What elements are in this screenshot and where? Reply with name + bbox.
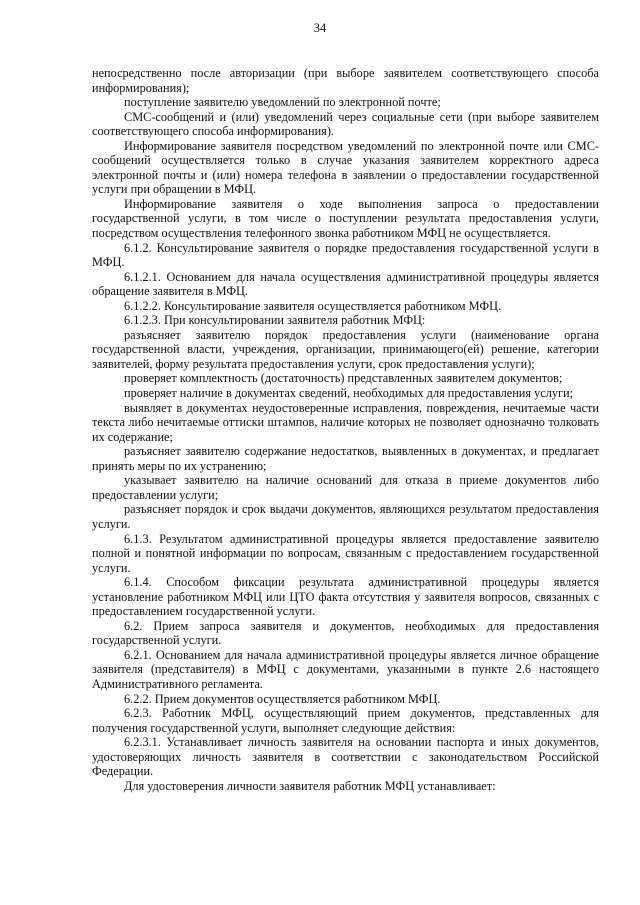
paragraph: поступление заявителю уведомлений по электронной почте; — [124, 95, 441, 110]
paragraph: выявляет в документах неудостоверенные исправления, повреждения, нечитаемые части текста либо нечитаемые оттиски штампов, наличие которых не позволяет однозначно толковать их содержание; — [92, 400, 599, 444]
paragraph: 6.1.2.1. Основанием для начала осуществления административной процедуры является обращение заявителя в МФЦ. — [92, 269, 599, 299]
paragraph: 6.2.2. Прием документов осуществляется работником МФЦ. — [124, 691, 441, 706]
paragraph: разъясняет заявителю порядок предоставления услуги (наименование органа государственной власти, учреждения, организации, принимающего(ей) решение, категории заявителей, форму результата предоставления услуги, срок предоставления услуги); — [92, 327, 599, 371]
paragraph: Информирование заявителя посредством уведомлений по электронной почте или СМС-сообщений осуществляется только в случае указания заявителем корректного адреса электронной почты и (или) номера телефона в заявлении о предоставлении государственной услуги при обращении в МФЦ. — [92, 138, 599, 197]
paragraph: 6.1.2. Консультирование заявителя о порядке предоставления государственной услуги в МФЦ. — [92, 240, 599, 270]
paragraph: разъясняет заявителю содержание недостатков, выявленных в документах, и предлагает принять меры по их устранению; — [92, 444, 599, 473]
paragraph: проверяет комплектность (достаточность) представленных заявителем документов; — [124, 371, 563, 386]
paragraph: 6.2.3. Работник МФЦ, осуществляющий прием документов, представленных для получения государственной услуги, выполняет следующие действия: — [92, 706, 599, 735]
paragraph: разъясняет порядок и срок выдачи документов, являющихся результатом предоставления услуги. — [92, 502, 599, 531]
paragraph: Информирование заявителя о ходе выполнения запроса о предоставлении государственной услуги, в том числе о поступлении результата предоставления услуги, посредством осуществления телефонного звонка работником МФЦ не осуществляется. — [92, 196, 599, 241]
paragraph: 6.2.1. Основанием для начала административной процедуры является личное обращение заявителя (представителя) в МФЦ с документами, указанными в пункте 2.6 настоящего Административного регламента. — [92, 647, 599, 691]
paragraph: Для удостоверения личности заявителя работник МФЦ устанавливает: — [124, 778, 496, 793]
page-number: 34 — [313, 21, 327, 35]
paragraph: 6.1.2.2. Консультирование заявителя осуществляется работником МФЦ. — [124, 298, 502, 313]
paragraph: непосредственно после авторизации (при выборе заявителем соответствующего способа информирования); — [92, 66, 599, 95]
paragraph: 6.1.4. Способом фиксации результата административной процедуры является установление работником МФЦ или ЦТО факта отсутствия у заявителя вопросов, связанных с предоставлением государственной услуги. — [92, 575, 599, 619]
paragraph: 6.1.3. Результатом административной процедуры является предоставление заявителю полной и понятной информации по вопросам, связанным с предоставлением государственной услуги. — [92, 531, 599, 575]
paragraph: 6.2.3.1. Устанавливает личность заявителя на основании паспорта и иных документов, удостоверяющих личность заявителя в соответствии с законодательством Российской Федерации. — [92, 735, 599, 779]
document-body — [92, 66, 599, 793]
paragraph: проверяет наличие в документах сведений, необходимых для предоставления услуги; — [124, 386, 574, 401]
paragraph: 6.1.2.3. При консультировании заявителя работник МФЦ: — [124, 313, 426, 328]
paragraph: СМС-сообщений и (или) уведомлений через социальные сети (при выборе заявителем соответствующего способа информирования). — [92, 109, 599, 139]
paragraph: указывает заявителю на наличие оснований для отказа в приеме документов либо предоставлении услуги; — [92, 473, 599, 502]
paragraph: 6.2. Прием запроса заявителя и документов, необходимых для предоставления государственной услуги. — [92, 618, 599, 648]
